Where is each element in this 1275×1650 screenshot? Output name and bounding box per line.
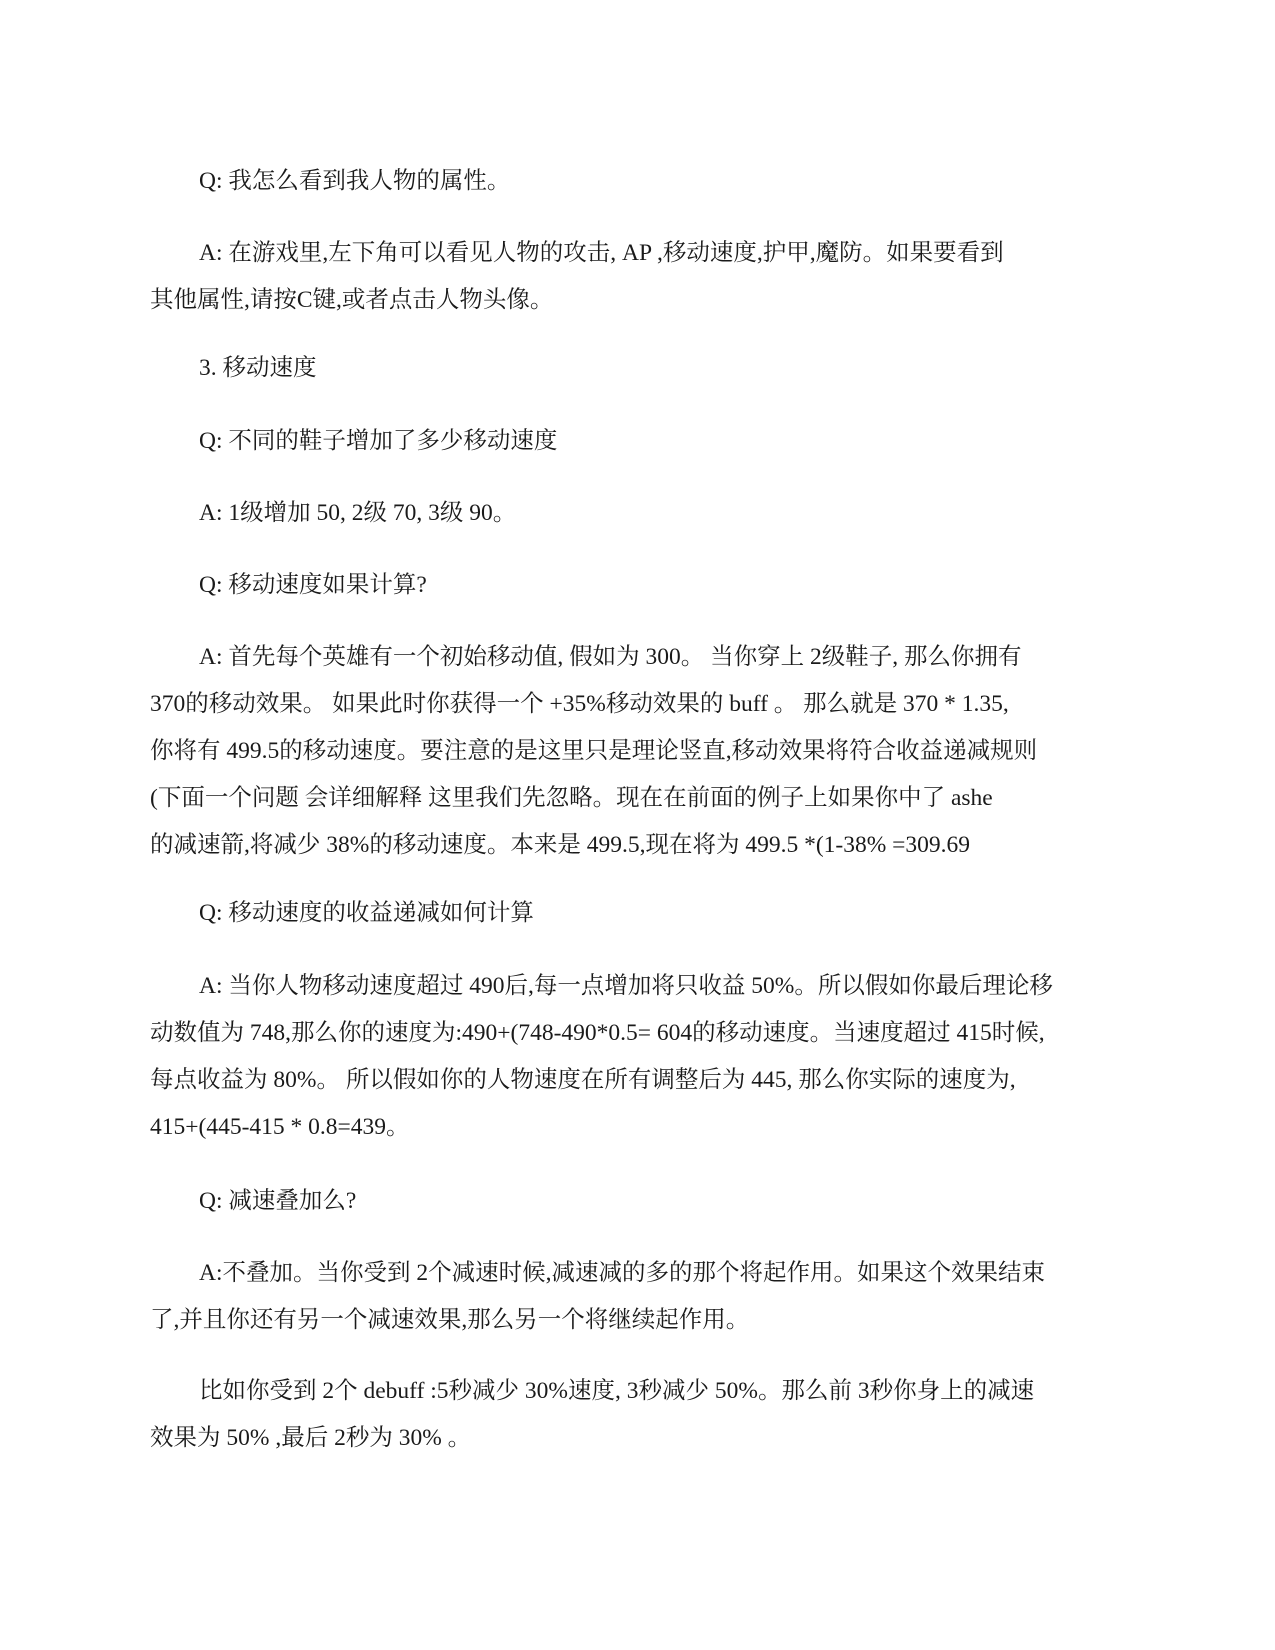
text-line: A: 首先每个英雄有一个初始移动值, 假如为 300。 当你穿上 2级鞋子, 那么你拥有 [199, 644, 1022, 670]
text-line: 的减速箭,将减少 38%的移动速度。本来是 499.5,现在将为 499.5 *(1-38% =309.69 [150, 832, 971, 858]
text-line: (下面一个问题 会详细解释 这里我们先忽略。现在在前面的例子上如果你中了 ashe [150, 785, 993, 811]
answer-paragraph [150, 1250, 1120, 1344]
example-paragraph [150, 1368, 1120, 1462]
text-line: 每点收益为 80%。 所以假如你的人物速度在所有调整后为 445, 那么你实际的速度为, [150, 1067, 1016, 1093]
text-line: 效果为 50% ,最后 2秒为 30% 。 [150, 1425, 472, 1451]
text-line: 你将有 499.5的移动速度。要注意的是这里只是理论竖直,移动效果将符合收益递减规则 [150, 738, 1038, 764]
question-paragraph [150, 562, 1120, 609]
text-line: Q: 不同的鞋子增加了多少移动速度 [199, 428, 558, 454]
text-line: 比如你受到 2个 debuff :5秒减少 30%速度, 3秒减少 50%。那么前 3秒你身上的减速 [199, 1378, 1035, 1404]
text-line: 了,并且你还有另一个减速效果,那么另一个将继续起作用。 [150, 1307, 750, 1333]
answer-paragraph [150, 230, 1120, 324]
section-heading [150, 345, 1120, 392]
text-line: Q: 移动速度如果计算? [199, 572, 427, 598]
text-line: A: 在游戏里,左下角可以看见人物的攻击, AP ,移动速度,护甲,魔防。如果要看到 [199, 240, 1004, 266]
text-line: 其他属性,请按C键,或者点击人物头像。 [150, 287, 554, 313]
text-line: A: 1级增加 50, 2级 70, 3级 90。 [199, 500, 517, 526]
text-line: 370的移动效果。 如果此时你获得一个 +35%移动效果的 buff 。 那么就是 370 * 1.35, [150, 691, 1009, 717]
text-line: Q: 减速叠加么? [199, 1188, 357, 1214]
question-paragraph [150, 1178, 1120, 1225]
text-line: Q: 移动速度的收益递减如何计算 [199, 900, 534, 926]
text-line: 3. 移动速度 [199, 355, 317, 381]
text-line: A: 当你人物移动速度超过 490后,每一点增加将只收益 50%。所以假如你最后理论移 [199, 973, 1053, 999]
answer-paragraph [150, 634, 1120, 869]
text-line: Q: 我怎么看到我人物的属性。 [199, 168, 511, 194]
question-paragraph [150, 158, 1120, 205]
answer-paragraph [150, 490, 1120, 537]
question-paragraph [150, 890, 1120, 937]
text-line: 415+(445-415 * 0.8=439。 [150, 1114, 410, 1140]
question-paragraph [150, 418, 1120, 465]
text-line: A:不叠加。当你受到 2个减速时候,减速减的多的那个将起作用。如果这个效果结束 [199, 1260, 1045, 1286]
text-line: 动数值为 748,那么你的速度为:490+(748-490*0.5= 604的移动速度。当速度超过 415时候, [150, 1020, 1045, 1046]
answer-paragraph [150, 963, 1120, 1151]
